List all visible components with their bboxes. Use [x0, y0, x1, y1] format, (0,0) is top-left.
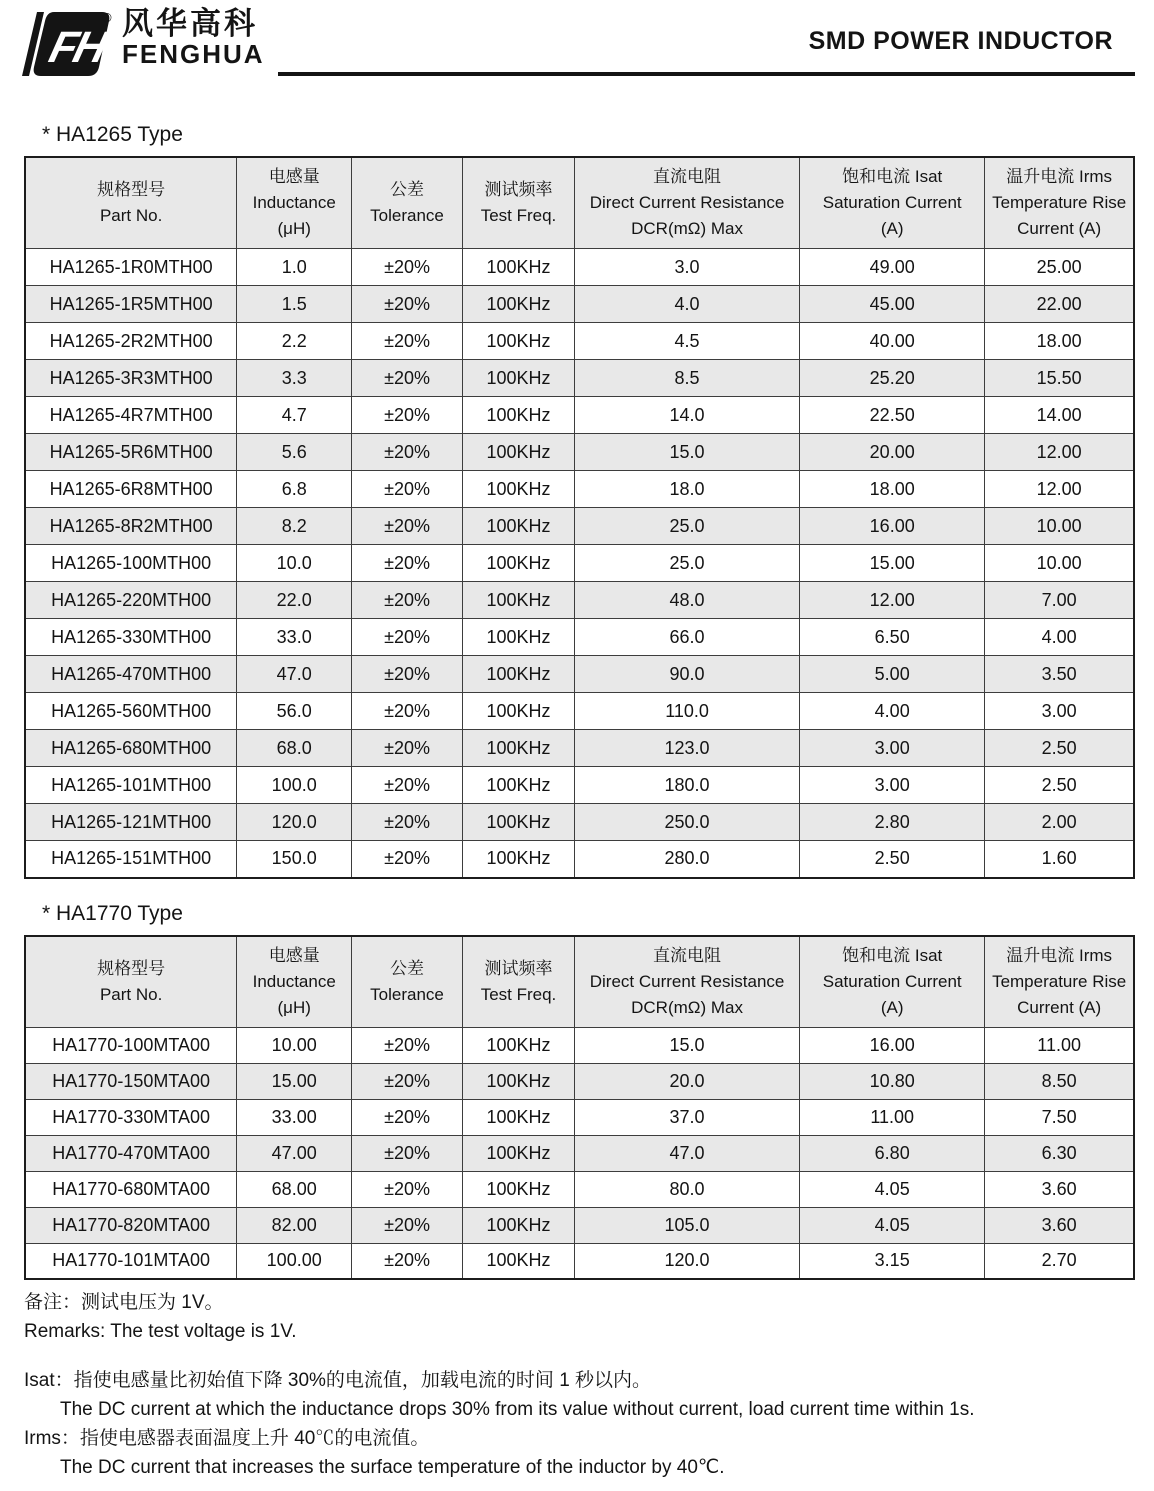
cell: 3.60: [985, 1207, 1134, 1243]
cell: 100KHz: [462, 286, 574, 323]
column-header: 测试频率 Test Freq.: [462, 936, 574, 1028]
cell: ±20%: [352, 323, 463, 360]
table-row: [25, 1243, 1134, 1279]
cell: 68.0: [237, 730, 352, 767]
cell: ±20%: [352, 582, 463, 619]
cell: 105.0: [574, 1207, 799, 1243]
column-header: 规格型号 Part No.: [25, 936, 237, 1028]
cell: 8.2: [237, 508, 352, 545]
cell: 22.0: [237, 582, 352, 619]
cell: 33.0: [237, 619, 352, 656]
cell: ±20%: [352, 804, 463, 841]
brand-name-chinese: 风华高科: [122, 6, 258, 41]
cell: 20.00: [800, 434, 985, 471]
cell: 120.0: [574, 1243, 799, 1279]
cell: 5.00: [800, 656, 985, 693]
table-row: [25, 286, 1134, 323]
table-row: [25, 508, 1134, 545]
cell: 3.0: [574, 249, 799, 286]
cell: 10.00: [237, 1027, 352, 1063]
registered-trademark-icon: ®: [102, 10, 112, 25]
cell: 8.5: [574, 360, 799, 397]
cell: 4.5: [574, 323, 799, 360]
table-row: [25, 1135, 1134, 1171]
cell: 1.60: [985, 841, 1134, 878]
section-title-ha1770: * HA1770 Type: [42, 901, 183, 925]
cell: ±20%: [352, 397, 463, 434]
column-header: 直流电阻 Direct Current Resistance DCR(mΩ) Max: [574, 157, 799, 249]
cell: 100KHz: [462, 249, 574, 286]
cell: HA1265-2R2MTH00: [25, 323, 237, 360]
cell: 100KHz: [462, 1243, 574, 1279]
cell: 10.00: [985, 508, 1134, 545]
table-row: [25, 693, 1134, 730]
cell: 12.00: [800, 582, 985, 619]
cell: 4.00: [985, 619, 1134, 656]
table-row: [25, 619, 1134, 656]
cell: ±20%: [352, 1135, 463, 1171]
cell: HA1265-100MTH00: [25, 545, 237, 582]
cell: ±20%: [352, 656, 463, 693]
note-remark-en: Remarks: The test voltage is 1V.: [24, 1321, 297, 1342]
table-row: [25, 360, 1134, 397]
cell: 100KHz: [462, 1207, 574, 1243]
cell: ±20%: [352, 841, 463, 878]
cell: 25.0: [574, 508, 799, 545]
cell: HA1265-6R8MTH00: [25, 471, 237, 508]
cell: 12.00: [985, 434, 1134, 471]
note-irms-cn: Irms：指使电感器表面温度上升 40℃的电流值。: [24, 1428, 430, 1449]
cell: 16.00: [800, 508, 985, 545]
cell: 180.0: [574, 767, 799, 804]
cell: 100KHz: [462, 841, 574, 878]
table-row: [25, 582, 1134, 619]
cell: 4.7: [237, 397, 352, 434]
cell: HA1265-330MTH00: [25, 619, 237, 656]
brand-block: [122, 8, 265, 67]
cell: ±20%: [352, 286, 463, 323]
note-remark-cn: 备注：测试电压为 1V。: [24, 1292, 224, 1313]
cell: 48.0: [574, 582, 799, 619]
cell: 100KHz: [462, 360, 574, 397]
cell: 10.00: [985, 545, 1134, 582]
cell: 120.0: [237, 804, 352, 841]
cell: 100KHz: [462, 1171, 574, 1207]
cell: 14.0: [574, 397, 799, 434]
cell: 18.00: [985, 323, 1134, 360]
cell: 18.0: [574, 471, 799, 508]
cell: 56.0: [237, 693, 352, 730]
table-row: [25, 1063, 1134, 1099]
column-header: 电感量 Inductance (μH): [237, 936, 352, 1028]
cell: 15.0: [574, 1027, 799, 1063]
cell: 66.0: [574, 619, 799, 656]
note-isat-en: The DC current at which the inductance drops 30% from its value without current, load current time within 1s.: [60, 1399, 975, 1420]
column-header: 温升电流 Irms Temperature Rise Current (A): [985, 936, 1134, 1028]
cell: 25.00: [985, 249, 1134, 286]
cell: 100KHz: [462, 730, 574, 767]
cell: 10.80: [800, 1063, 985, 1099]
cell: 25.0: [574, 545, 799, 582]
cell: 100KHz: [462, 434, 574, 471]
cell: 37.0: [574, 1099, 799, 1135]
cell: 14.00: [985, 397, 1134, 434]
cell: 3.00: [985, 693, 1134, 730]
cell: 110.0: [574, 693, 799, 730]
cell: HA1265-1R0MTH00: [25, 249, 237, 286]
cell: 25.20: [800, 360, 985, 397]
cell: 3.00: [800, 730, 985, 767]
cell: ±20%: [352, 1207, 463, 1243]
cell: 22.50: [800, 397, 985, 434]
cell: 82.00: [237, 1207, 352, 1243]
cell: 45.00: [800, 286, 985, 323]
cell: 4.0: [574, 286, 799, 323]
cell: 15.00: [800, 545, 985, 582]
table-row: [25, 471, 1134, 508]
table-header-row: [25, 936, 1134, 1028]
cell: 100KHz: [462, 582, 574, 619]
cell: 100KHz: [462, 471, 574, 508]
cell: HA1770-150MTA00: [25, 1063, 237, 1099]
cell: ±20%: [352, 471, 463, 508]
cell: HA1770-100MTA00: [25, 1027, 237, 1063]
cell: 90.0: [574, 656, 799, 693]
footnotes: [24, 1288, 1154, 1482]
cell: HA1265-470MTH00: [25, 656, 237, 693]
cell: 100KHz: [462, 767, 574, 804]
cell: 100.00: [237, 1243, 352, 1279]
cell: 3.3: [237, 360, 352, 397]
column-header: 饱和电流 Isat Saturation Current (A): [800, 936, 985, 1028]
cell: 6.50: [800, 619, 985, 656]
cell: 2.50: [985, 730, 1134, 767]
cell: 100KHz: [462, 508, 574, 545]
cell: HA1265-121MTH00: [25, 804, 237, 841]
cell: 11.00: [985, 1027, 1134, 1063]
cell: 68.00: [237, 1171, 352, 1207]
column-header: 直流电阻 Direct Current Resistance DCR(mΩ) Max: [574, 936, 799, 1028]
cell: HA1770-680MTA00: [25, 1171, 237, 1207]
note-irms-en: The DC current that increases the surface temperature of the inductor by 40℃.: [60, 1457, 725, 1478]
cell: ±20%: [352, 1099, 463, 1135]
cell: ±20%: [352, 693, 463, 730]
cell: 10.0: [237, 545, 352, 582]
cell: 47.0: [574, 1135, 799, 1171]
table-row: [25, 767, 1134, 804]
column-header: 测试频率 Test Freq.: [462, 157, 574, 249]
cell: 4.00: [800, 693, 985, 730]
table-row: [25, 545, 1134, 582]
cell: ±20%: [352, 730, 463, 767]
cell: 47.0: [237, 656, 352, 693]
table-row: [25, 656, 1134, 693]
column-header: 饱和电流 Isat Saturation Current (A): [800, 157, 985, 249]
column-header: 电感量 Inductance (μH): [237, 157, 352, 249]
cell: 100KHz: [462, 1063, 574, 1099]
cell: 2.00: [985, 804, 1134, 841]
cell: HA1265-3R3MTH00: [25, 360, 237, 397]
cell: 15.0: [574, 434, 799, 471]
cell: 18.00: [800, 471, 985, 508]
cell: ±20%: [352, 1027, 463, 1063]
cell: 250.0: [574, 804, 799, 841]
cell: 5.6: [237, 434, 352, 471]
column-header: 温升电流 Irms Temperature Rise Current (A): [985, 157, 1134, 249]
table-row: [25, 1207, 1134, 1243]
spec-table-ha1770: [24, 935, 1135, 1281]
cell: HA1265-220MTH00: [25, 582, 237, 619]
cell: HA1265-8R2MTH00: [25, 508, 237, 545]
cell: 3.60: [985, 1171, 1134, 1207]
spec-table-ha1265: [24, 156, 1135, 879]
cell: HA1770-330MTA00: [25, 1099, 237, 1135]
cell: 12.00: [985, 471, 1134, 508]
cell: HA1265-151MTH00: [25, 841, 237, 878]
cell: ±20%: [352, 767, 463, 804]
header-rule: [278, 72, 1135, 76]
cell: 100KHz: [462, 397, 574, 434]
table-row: [25, 434, 1134, 471]
svg-text:FH: FH: [44, 23, 110, 72]
table-row: [25, 1099, 1134, 1135]
cell: 16.00: [800, 1027, 985, 1063]
table-row: [25, 804, 1134, 841]
cell: HA1770-470MTA00: [25, 1135, 237, 1171]
notes-gap: [24, 1346, 1154, 1366]
cell: 100.0: [237, 767, 352, 804]
table-row: [25, 249, 1134, 286]
cell: 2.70: [985, 1243, 1134, 1279]
cell: ±20%: [352, 249, 463, 286]
cell: 7.50: [985, 1099, 1134, 1135]
cell: ±20%: [352, 545, 463, 582]
cell: 100KHz: [462, 693, 574, 730]
table-row: [25, 1171, 1134, 1207]
table-header-row: [25, 157, 1134, 249]
cell: 100KHz: [462, 545, 574, 582]
cell: HA1265-560MTH00: [25, 693, 237, 730]
cell: 40.00: [800, 323, 985, 360]
cell: 1.5: [237, 286, 352, 323]
cell: 100KHz: [462, 656, 574, 693]
cell: 2.50: [985, 767, 1134, 804]
fenghua-logo-icon: [14, 8, 124, 80]
cell: ±20%: [352, 1243, 463, 1279]
cell: HA1770-101MTA00: [25, 1243, 237, 1279]
cell: 22.00: [985, 286, 1134, 323]
cell: 3.15: [800, 1243, 985, 1279]
table-row: [25, 841, 1134, 878]
cell: 100KHz: [462, 1099, 574, 1135]
cell: 3.50: [985, 656, 1134, 693]
cell: 1.0: [237, 249, 352, 286]
cell: 280.0: [574, 841, 799, 878]
cell: 123.0: [574, 730, 799, 767]
cell: HA1265-101MTH00: [25, 767, 237, 804]
cell: ±20%: [352, 1063, 463, 1099]
cell: HA1265-680MTH00: [25, 730, 237, 767]
table-row: [25, 730, 1134, 767]
page-header: [0, 0, 1154, 88]
brand-name-english: FENGHUA: [122, 39, 265, 69]
note-isat-cn: Isat：指使电感量比初始值下降 30%的电流值，加载电流的时间 1 秒以内。: [24, 1370, 652, 1391]
column-header: 公差 Tolerance: [352, 936, 463, 1028]
cell: 20.0: [574, 1063, 799, 1099]
cell: ±20%: [352, 360, 463, 397]
cell: 100KHz: [462, 804, 574, 841]
table-row: [25, 397, 1134, 434]
cell: ±20%: [352, 508, 463, 545]
cell: HA1265-5R6MTH00: [25, 434, 237, 471]
cell: 11.00: [800, 1099, 985, 1135]
cell: ±20%: [352, 619, 463, 656]
cell: 4.05: [800, 1207, 985, 1243]
cell: HA1265-1R5MTH00: [25, 286, 237, 323]
cell: ±20%: [352, 1171, 463, 1207]
cell: 33.00: [237, 1099, 352, 1135]
cell: HA1265-4R7MTH00: [25, 397, 237, 434]
section-title-ha1265: * HA1265 Type: [42, 123, 183, 146]
cell: 100KHz: [462, 1027, 574, 1063]
cell: 100KHz: [462, 619, 574, 656]
column-header: 规格型号 Part No.: [25, 157, 237, 249]
document-title: SMD POWER INDUCTOR: [808, 27, 1113, 55]
cell: 2.2: [237, 323, 352, 360]
cell: 100KHz: [462, 1135, 574, 1171]
cell: 80.0: [574, 1171, 799, 1207]
cell: 2.80: [800, 804, 985, 841]
cell: 15.50: [985, 360, 1134, 397]
cell: 7.00: [985, 582, 1134, 619]
table-row: [25, 1027, 1134, 1063]
column-header: 公差 Tolerance: [352, 157, 463, 249]
cell: 8.50: [985, 1063, 1134, 1099]
table-row: [25, 323, 1134, 360]
cell: 6.30: [985, 1135, 1134, 1171]
cell: 2.50: [800, 841, 985, 878]
cell: 3.00: [800, 767, 985, 804]
cell: ±20%: [352, 434, 463, 471]
cell: 100KHz: [462, 323, 574, 360]
cell: 49.00: [800, 249, 985, 286]
cell: 15.00: [237, 1063, 352, 1099]
cell: HA1770-820MTA00: [25, 1207, 237, 1243]
cell: 6.80: [800, 1135, 985, 1171]
cell: 47.00: [237, 1135, 352, 1171]
cell: 6.8: [237, 471, 352, 508]
cell: 150.0: [237, 841, 352, 878]
cell: 4.05: [800, 1171, 985, 1207]
